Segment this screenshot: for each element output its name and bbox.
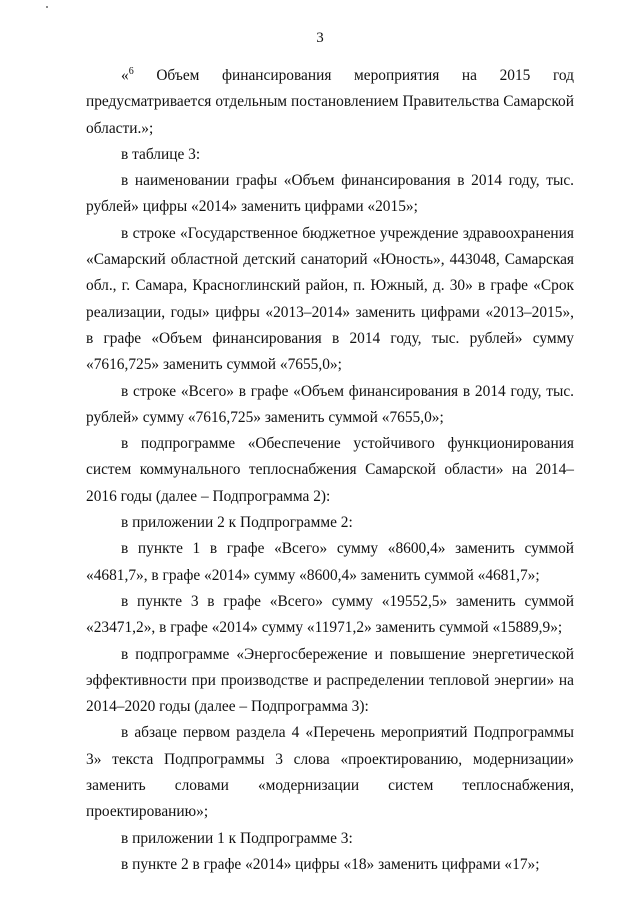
paragraph-appendix-1: в приложении 1 к Подпрограмме 3: xyxy=(121,829,353,847)
footnote-marker: 6 xyxy=(128,65,134,77)
paragraph-text: Объем финансирования мероприятия на 2015 год предусматривается отдельным постановлением Правительства Самарской области.»; xyxy=(86,67,574,137)
document-body xyxy=(86,63,574,878)
paragraph-footnote-6 xyxy=(86,63,574,142)
paragraph-item-2: в пункте 2 в графе «2014» цифры «18» заменить цифрами «17»; xyxy=(121,855,540,873)
scan-speck xyxy=(46,6,48,8)
paragraph-sanatorium-row: в строке «Государственное бюджетное учреждение здравоохранения «Самарский областной детский санаторий «Юность», 443048, Самарская обл., г. Самара, Красноглинский район, п. Южный, д. 30» в графе «Срок реализации, годы» цифры «2013–2014» заменить цифрами «2013–2015», в графе «Объем финансирования в 2014 году, тыс. рублей» сумму «7616,725» заменить суммой «7655,0»; xyxy=(86,224,574,374)
paragraph-section-4: в абзаце первом раздела 4 «Перечень мероприятий Подпрограммы 3» текста Подпрограммы 3 слова «проектированию, модернизации» заменить словами «модернизации систем теплоснабжения, проектированию»; xyxy=(86,724,574,821)
paragraph-table-3: в таблице 3: xyxy=(121,145,201,163)
paragraph-subprogram-3: в подпрограмме «Энергосбережение и повышение энергетической эффективности при производстве и распределении тепловой энергии» на 2014–2020 годы (далее – Подпрограмма 3): xyxy=(86,645,574,716)
open-quote: « xyxy=(121,67,129,84)
paragraph-item-3: в пункте 3 в графе «Всего» сумму «19552,5» заменить суммой «23471,2», в графе «2014» сумму «11971,2» заменить суммой «15889,9»; xyxy=(86,592,574,637)
paragraph-subprogram-2: в подпрограмме «Обеспечение устойчивого функционирования систем коммунального теплоснабжения Самарской области» на 2014–2016 годы (далее – Подпрограмма 2): xyxy=(86,435,574,505)
paragraph-total-row: в строке «Всего» в графе «Объем финансирования в 2014 году, тыс. рублей» сумму «7616,725» заменить суммой «7655,0»; xyxy=(86,382,574,426)
paragraph-column-title: в наименовании графы «Объем финансирования в 2014 году, тыс. рублей» цифры «2014» заменить цифрами «2015»; xyxy=(86,172,574,216)
page-number: 3 xyxy=(316,30,324,46)
paragraph-appendix-2: в приложении 2 к Подпрограмме 2: xyxy=(121,514,353,532)
paragraph-item-1: в пункте 1 в графе «Всего» сумму «8600,4» заменить суммой «4681,7», в графе «2014» сумму «8600,4» заменить суммой «4681,7»; xyxy=(86,540,574,584)
